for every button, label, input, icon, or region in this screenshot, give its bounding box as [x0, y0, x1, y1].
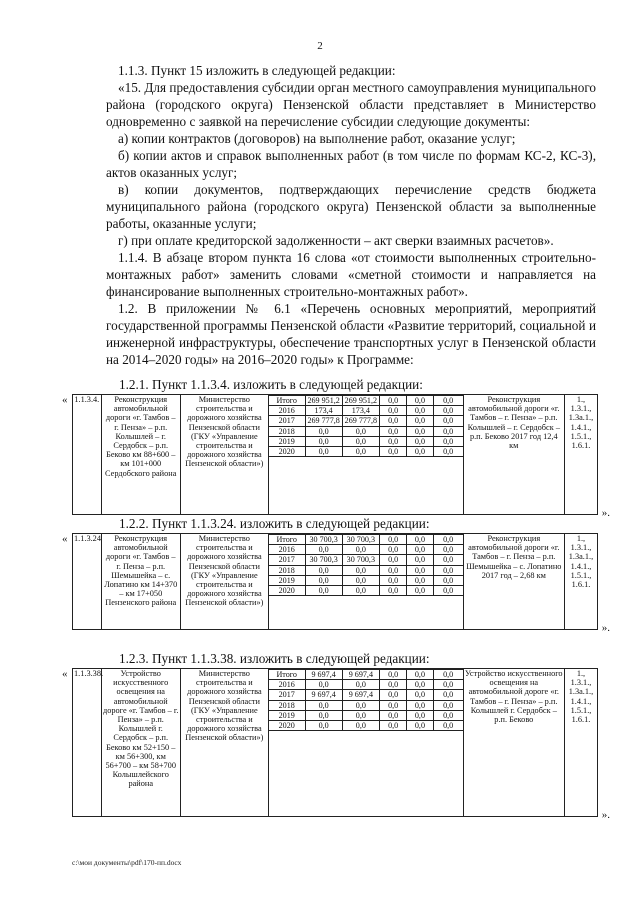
funding-row — [269, 721, 463, 731]
year-cell: 2020 — [269, 447, 305, 457]
open-quote: « — [62, 394, 68, 406]
amount-cell: 0,0 — [433, 447, 463, 457]
amount-cell: 0,0 — [342, 436, 379, 446]
amount-cell: 269 951,2 — [305, 396, 342, 406]
amount-cell: 0,0 — [342, 447, 379, 457]
amount-cell: 9 697,4 — [342, 670, 379, 680]
year-cell: 2018 — [269, 565, 305, 575]
open-quote: « — [62, 668, 68, 680]
amount-cell: 0,0 — [379, 447, 406, 457]
amount-cell: 0,0 — [342, 680, 379, 690]
amount-cell: 0,0 — [407, 545, 433, 555]
funding-row — [269, 396, 463, 406]
indicator-cell: 1., 1.3.1., 1.3а.1., 1.4.1., 1.5.1., 1.6.1. — [564, 669, 597, 817]
amount-cell: 0,0 — [342, 700, 379, 710]
amount-cell: 30 700,3 — [305, 555, 342, 565]
year-cell: 2020 — [269, 586, 305, 596]
section-heading: 1.2.2. Пункт 1.1.3.24. изложить в следующей редакции: — [119, 516, 430, 531]
amount-cell: 0,0 — [342, 721, 379, 731]
amount-cell: 30 700,3 — [342, 535, 379, 545]
year-cell: 2018 — [269, 426, 305, 436]
funding-row — [269, 545, 463, 555]
amount-cell: 0,0 — [305, 721, 342, 731]
funding-row — [269, 710, 463, 720]
amount-cell: 0,0 — [433, 690, 463, 700]
amount-cell: 0,0 — [342, 575, 379, 585]
amount-cell: 0,0 — [305, 700, 342, 710]
amount-cell: 0,0 — [407, 710, 433, 720]
amount-cell: 0,0 — [379, 710, 406, 720]
year-cell: 2020 — [269, 721, 305, 731]
amount-cell: 0,0 — [342, 710, 379, 720]
amount-cell: 0,0 — [305, 710, 342, 720]
amount-cell: 0,0 — [433, 670, 463, 680]
year-cell: Итого — [269, 396, 305, 406]
amount-cell: 0,0 — [433, 680, 463, 690]
funding-row — [269, 555, 463, 565]
amount-cell: 0,0 — [433, 545, 463, 555]
amount-cell: 0,0 — [433, 565, 463, 575]
agency-cell: Министерство строительства и дорожного хозяйства Пензенской области (ГКУ «Управление строительства и дорожного хозяйства Пензенской области») — [180, 669, 268, 817]
amount-cell: 0,0 — [305, 545, 342, 555]
result-cell: Устройство искусственного освещения на автомобильной дороге «г. Тамбов – г. Пенза» – р.п. Колышлей г. Сердобск – р.п. Беково — [463, 669, 564, 817]
amount-cell: 0,0 — [342, 426, 379, 436]
amount-cell: 0,0 — [379, 396, 406, 406]
year-cell: 2018 — [269, 700, 305, 710]
amount-cell: 173,4 — [305, 406, 342, 416]
amount-cell: 269 951,2 — [342, 396, 379, 406]
amount-cell: 0,0 — [407, 555, 433, 565]
paragraph: «15. Для предоставления субсидии орган местного самоуправления муниципального района (городского округа) Пензенской области представляет в Министерство одновременно с заявкой на перечисление субсидии следующие документы: — [106, 80, 596, 129]
paragraph: 1.1.3. Пункт 15 изложить в следующей редакции: — [118, 63, 396, 78]
amount-cell: 269 777,8 — [342, 416, 379, 426]
amount-cell: 0,0 — [379, 535, 406, 545]
page-number: 2 — [317, 40, 323, 52]
amount-cell: 0,0 — [305, 447, 342, 457]
funding-cell — [268, 669, 463, 817]
amount-cell: 0,0 — [379, 700, 406, 710]
paragraph: г) при оплате кредиторской задолженности – акт сверки взаимных расчетов». — [118, 233, 554, 248]
amount-cell: 9 697,4 — [305, 670, 342, 680]
amount-cell: 269 777,8 — [305, 416, 342, 426]
amount-cell: 0,0 — [305, 426, 342, 436]
amount-cell: 0,0 — [433, 436, 463, 446]
funding-row — [269, 670, 463, 680]
year-cell: Итого — [269, 535, 305, 545]
funding-cell — [268, 534, 463, 630]
amount-cell: 0,0 — [407, 565, 433, 575]
amount-cell: 0,0 — [433, 416, 463, 426]
program-table — [62, 668, 610, 821]
amount-cell: 9 697,4 — [342, 690, 379, 700]
amount-cell: 0,0 — [407, 436, 433, 446]
funding-row — [269, 426, 463, 436]
indicator-cell: 1., 1.3.1., 1.3а.1., 1.4.1., 1.5.1., 1.6.1. — [564, 395, 597, 515]
amount-cell: 0,0 — [379, 436, 406, 446]
funding-table — [269, 534, 463, 596]
description-cell: Реконструкция автомобильной дороги «г. Тамбов – г. Пенза – р.п. Шемышейка – с. Лопатино км 14+370 – км 17+050 Пензенского района — [101, 534, 180, 630]
paragraph: в) копии документов, подтверждающих перечисление средств бюджета муниципального района (городского округа) Пензенской области за выполненные работы, оказанные услуги; — [106, 182, 596, 231]
description-cell: Устройство искусственного освещения на автомобильной дороге «г. Тамбов – г. Пенза» – р.п. Колышлей г. Сердобск – р.п. Беково км 52+150 – км 56+300, км 56+700 – км 58+700 Колышлейского района — [101, 669, 180, 817]
paragraph: 1.2. В приложении № 6.1 «Перечень основных мероприятий, мероприятий государственной программы Пензенской области «Развитие территорий, социальной и инженерной инфраструктуры, обеспечение транспортных услуг в Пензенской области на 2014–2020 годы» на 2016–2020 годы» к Программе: — [106, 301, 596, 367]
description-cell: Реконструкция автомобильной дороги «г. Тамбов – г. Пенза» – р.п. Колышлей – г. Сердобск – р.п. Беково км 88+600 – км 101+000 Сердобского района — [101, 395, 180, 515]
amount-cell: 30 700,3 — [342, 555, 379, 565]
amount-cell: 0,0 — [305, 565, 342, 575]
amount-cell: 0,0 — [342, 586, 379, 596]
section-heading: 1.2.1. Пункт 1.1.3.4. изложить в следующей редакции: — [119, 377, 423, 392]
funding-table — [269, 669, 463, 731]
close-quote: ». — [601, 809, 610, 821]
amount-cell: 0,0 — [433, 700, 463, 710]
result-cell: Реконструкция автомобильной дороги «г. Тамбов – г. Пенза» – р.п. Колышлей – г. Сердобск – р.п. Беково 2017 год 12,4 км — [463, 395, 564, 515]
year-cell: 2016 — [269, 545, 305, 555]
year-cell: Итого — [269, 670, 305, 680]
amount-cell: 0,0 — [379, 721, 406, 731]
amount-cell: 0,0 — [433, 535, 463, 545]
amount-cell: 0,0 — [305, 575, 342, 585]
result-cell: Реконструкция автомобильной дороги «г. Тамбов – г. Пенза – р.п. Шемышейка – с. Лопатино 2017 год – 2,68 км — [463, 534, 564, 630]
amount-cell: 0,0 — [407, 396, 433, 406]
year-cell: 2017 — [269, 416, 305, 426]
amount-cell: 0,0 — [407, 700, 433, 710]
item-number-cell: 1.1.3.4. — [73, 395, 102, 515]
amount-cell: 0,0 — [407, 575, 433, 585]
amount-cell: 0,0 — [433, 426, 463, 436]
year-cell: 2016 — [269, 406, 305, 416]
paragraph: б) копии актов и справок выполненных работ (в том числе по формам КС-2, КС-3), актов оказанных услуг; — [106, 148, 596, 180]
section-heading: 1.2.3. Пункт 1.1.3.38. изложить в следующей редакции: — [119, 651, 430, 666]
funding-row — [269, 565, 463, 575]
amount-cell: 0,0 — [433, 586, 463, 596]
amount-cell: 0,0 — [342, 545, 379, 555]
funding-row — [269, 575, 463, 585]
funding-row — [269, 700, 463, 710]
amount-cell: 0,0 — [407, 721, 433, 731]
amount-cell: 0,0 — [342, 565, 379, 575]
amount-cell: 0,0 — [407, 447, 433, 457]
amount-cell: 0,0 — [433, 406, 463, 416]
amount-cell: 0,0 — [407, 535, 433, 545]
amount-cell: 0,0 — [305, 680, 342, 690]
amount-cell: 0,0 — [433, 710, 463, 720]
amount-cell: 0,0 — [407, 690, 433, 700]
funding-table — [269, 395, 463, 457]
open-quote: « — [62, 533, 68, 545]
amount-cell: 0,0 — [407, 586, 433, 596]
file-path-footer: c:\мои документы\pdf\170-пп.docx — [72, 858, 182, 867]
amount-cell: 0,0 — [379, 586, 406, 596]
amount-cell: 0,0 — [407, 416, 433, 426]
amount-cell: 9 697,4 — [305, 690, 342, 700]
document-body — [106, 62, 596, 368]
indicator-cell: 1., 1.3.1., 1.3а.1., 1.4.1., 1.5.1., 1.6.1. — [564, 534, 597, 630]
amount-cell: 0,0 — [379, 555, 406, 565]
close-quote: ». — [601, 622, 610, 634]
agency-cell: Министерство строительства и дорожного хозяйства Пензенской области (ГКУ «Управление строительства и дорожного хозяйства Пензенской области») — [180, 534, 268, 630]
close-quote: ». — [601, 507, 610, 519]
year-cell: 2016 — [269, 680, 305, 690]
funding-row — [269, 436, 463, 446]
amount-cell: 0,0 — [407, 406, 433, 416]
year-cell: 2019 — [269, 710, 305, 720]
amount-cell: 0,0 — [433, 555, 463, 565]
funding-row — [269, 535, 463, 545]
amount-cell: 0,0 — [379, 680, 406, 690]
amount-cell: 0,0 — [379, 416, 406, 426]
amount-cell: 0,0 — [379, 575, 406, 585]
amount-cell: 0,0 — [407, 670, 433, 680]
year-cell: 2019 — [269, 575, 305, 585]
year-cell: 2017 — [269, 555, 305, 565]
amount-cell: 0,0 — [379, 545, 406, 555]
amount-cell: 0,0 — [379, 406, 406, 416]
amount-cell: 0,0 — [407, 426, 433, 436]
amount-cell: 0,0 — [379, 670, 406, 680]
amount-cell: 173,4 — [342, 406, 379, 416]
amount-cell: 0,0 — [433, 575, 463, 585]
funding-row — [269, 586, 463, 596]
funding-row — [269, 680, 463, 690]
paragraph: а) копии контрактов (договоров) на выполнение работ, оказание услуг; — [118, 131, 516, 146]
program-table — [62, 394, 610, 519]
amount-cell: 0,0 — [379, 690, 406, 700]
funding-row — [269, 690, 463, 700]
amount-cell: 0,0 — [433, 721, 463, 731]
amount-cell: 0,0 — [379, 426, 406, 436]
item-number-cell: 1.1.3.38. — [73, 669, 102, 817]
funding-row — [269, 447, 463, 457]
amount-cell: 0,0 — [379, 565, 406, 575]
paragraph: 1.1.4. В абзаце втором пункта 16 слова «от стоимости выполненных строительно-монтажных работ» заменить словами «сметной стоимости и направляется на финансирование выполненных строительно-монтажных работ». — [106, 250, 596, 299]
year-cell: 2017 — [269, 690, 305, 700]
amount-cell: 0,0 — [305, 586, 342, 596]
amount-cell: 30 700,3 — [305, 535, 342, 545]
year-cell: 2019 — [269, 436, 305, 446]
amount-cell: 0,0 — [433, 396, 463, 406]
funding-row — [269, 406, 463, 416]
amount-cell: 0,0 — [407, 680, 433, 690]
funding-row — [269, 416, 463, 426]
item-number-cell: 1.1.3.24 — [73, 534, 102, 630]
funding-cell — [268, 395, 463, 515]
agency-cell: Министерство строительства и дорожного хозяйства Пензенской области (ГКУ «Управление строительства и дорожного хозяйства Пензенской области») — [180, 395, 268, 515]
program-table — [62, 533, 610, 634]
amount-cell: 0,0 — [305, 436, 342, 446]
